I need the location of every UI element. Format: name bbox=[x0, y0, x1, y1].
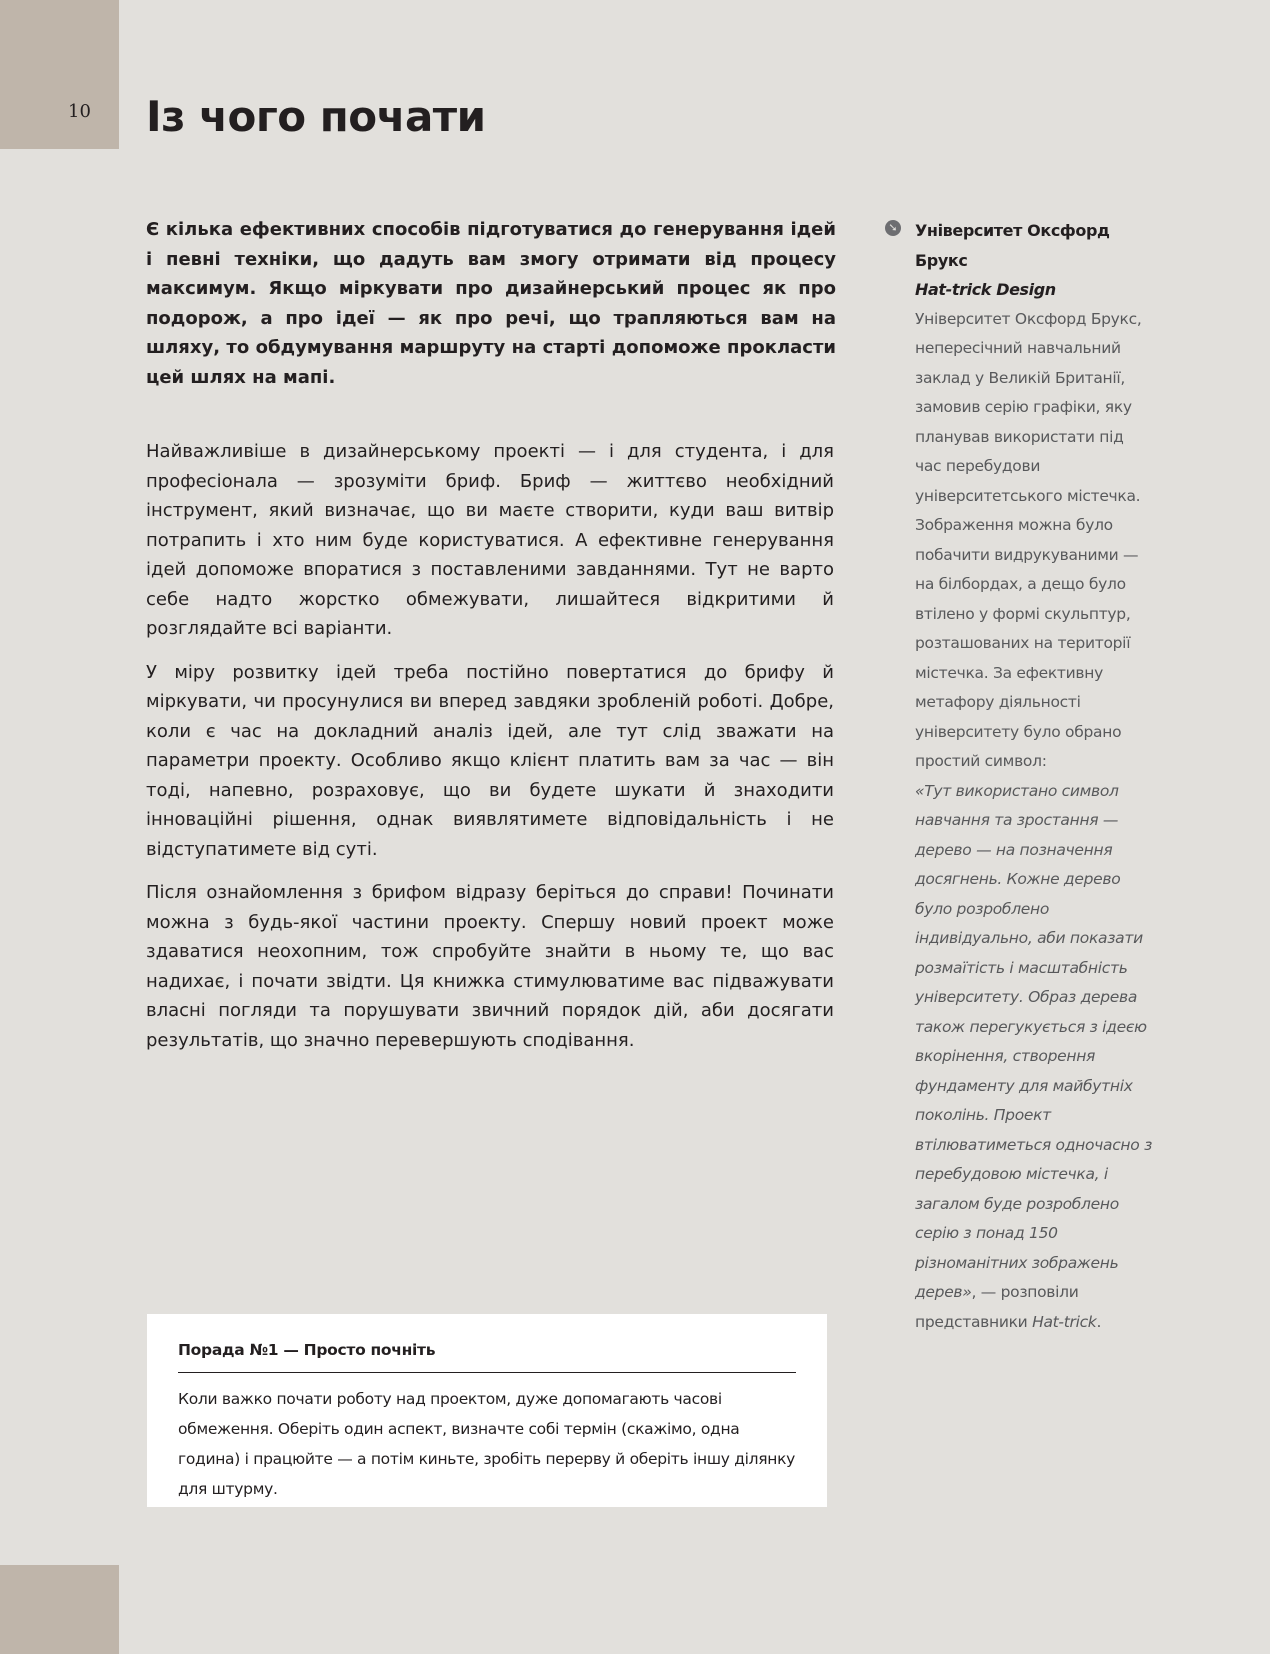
sidebar-subheading: Hat-trick Design bbox=[915, 280, 1056, 299]
page-number: 10 bbox=[68, 101, 91, 122]
lead-paragraph: Є кілька ефективних способів підготуватися до генерування ідей і певні техніки, що дадуть вам змогу отримати від процесу максимум. Якщо міркувати про дизайнерський процес як про подорож, а про ідеї — як про речі, що трапляються вам на шляху, то обдумування маршруту на старті допоможе прокласти цей шлях на мапі. bbox=[146, 219, 836, 388]
page-title: Із чого почати bbox=[146, 92, 486, 141]
tip-text: Коли важко почати роботу над проектом, дуже допомагають часові обмеження. Оберіть один аспект, визначте собі термін (скажімо, одна година) і працюйте — а потім киньте, зробіть перерву й оберіть іншу ділянку для штурму. bbox=[178, 1390, 796, 1498]
sidebar-quote: «Тут використано символ навчання та зростання — дерево — на позначення досягнень. Кожне дерево було розроблено індивідуально, аби показати розмаїтість і масштабність університету. Образ дерева також перегукується з ідеєю вкорінення, створення фундаменту для майбутніх поколінь. Проект втілюватиметься одночасно з перебудовою містечка, і загалом буде розроблено серію з понад 150 різноманітних зображень дерев» bbox=[915, 781, 1153, 1301]
tip-title: Порада №1 — Просто почніть bbox=[178, 1341, 436, 1359]
sidebar-attribution-brand: Hat-trick bbox=[1032, 1312, 1097, 1331]
sidebar-body bbox=[915, 305, 1153, 1338]
page-corner-block-top bbox=[0, 0, 119, 149]
tip-box bbox=[147, 1314, 827, 1507]
body-paragraph: Найважливіше в дизайнерському проекті — і для студента, і для професіонала — зрозуміти бриф. Бриф — життєво необхідний інструмент, який визначає, що ви маєте створити, куди ваш витвір потрапить і хто ним буде користуватися. А ефективне генерування ідей допоможе впоратися з поставленими завданнями. Тут не варто себе надто жорстко обмежувати, лишайтеся відкритими й розглядайте всі варіанти. bbox=[146, 441, 834, 639]
tip-divider bbox=[178, 1372, 796, 1373]
case-study-sidebar bbox=[888, 216, 1153, 1337]
sidebar-attribution-end: . bbox=[1096, 1312, 1102, 1331]
body-paragraph: У міру розвитку ідей треба постійно повертатися до брифу й міркувати, чи просунулися ви вперед завдяки зробленій роботі. Добре, коли є час на докладний аналіз ідей, але тут слід зважати на параметри проекту. Особливо якщо клієнт платить вам за час — він тоді, напевно, розраховує, що ви будете шукати й знаходити інноваційні рішення, однак виявлятимете відповідальність і не відступатимете від суті. bbox=[146, 661, 834, 860]
sidebar-text: Університет Оксфорд Брукс, непересічний навчальний заклад у Великій Британії, замовив серію графіки, яку планував використати під час перебудови університетського містечка. Зображення можна було побачити видрукуваними — на білбордах, а дещо було втілено у формі скульптур, розташованих на території містечка. За ефективну метафору діяльності університету було обрано простий символ: bbox=[915, 309, 1142, 770]
body-paragraph: Після ознайомлення з брифом відразу беріться до справи! Починати можна з будь-якої частини проекту. Спершу новий проект може здаватися неохопним, тож спробуйте знайти в ньому те, що вас надихає, і почати звідти. Ця книжка стимулюватиме вас підважувати власні погляди та порушувати звичний порядок дій, аби досягати результатів, що значно перевершують сподівання. bbox=[146, 882, 834, 1051]
sidebar-attribution: , — розповіли представники bbox=[915, 1283, 1079, 1331]
body-text bbox=[146, 437, 834, 1069]
arrow-circle-icon: ➘ bbox=[885, 220, 901, 236]
page-corner-block-bottom bbox=[0, 1565, 119, 1654]
sidebar-heading: Університет Оксфорд Брукс bbox=[915, 221, 1110, 270]
